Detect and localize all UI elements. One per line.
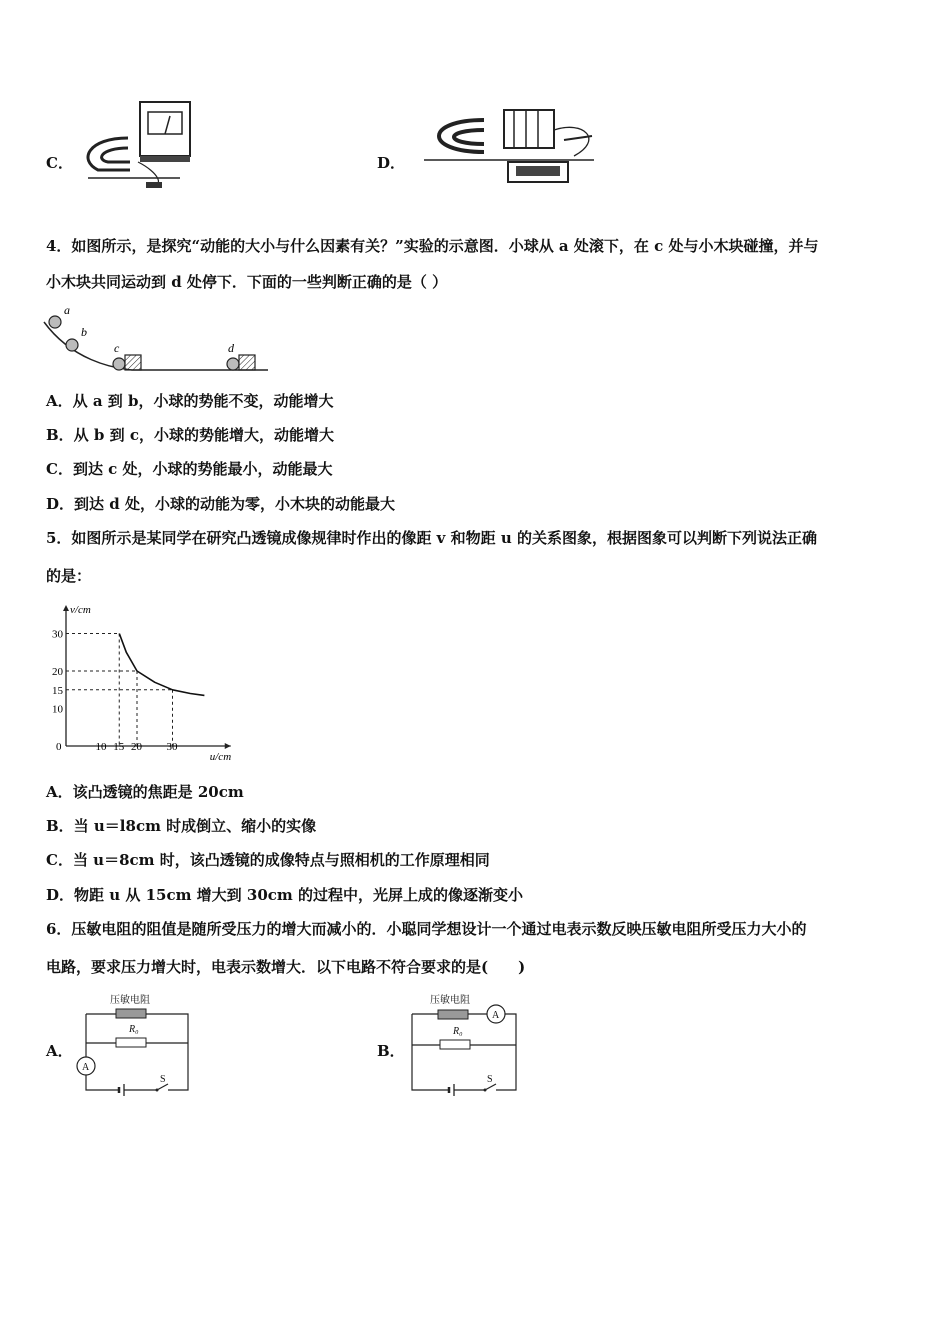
q4-option-c: C．到达 c 处，小球的势能最小，动能最大 bbox=[46, 460, 333, 478]
q4-ramp-figure bbox=[42, 302, 274, 376]
x-tick-label: 30 bbox=[166, 741, 178, 753]
origin-label: 0 bbox=[56, 741, 62, 753]
wood-block-d bbox=[239, 355, 255, 370]
y-tick-label: 20 bbox=[52, 666, 63, 678]
label-d: d bbox=[228, 341, 234, 355]
q5-stem-line2: 的是： bbox=[46, 567, 92, 585]
y-tick-label: 15 bbox=[52, 684, 63, 697]
y-axis-label: v/cm bbox=[70, 604, 91, 616]
x-axis-label: u/cm bbox=[209, 751, 232, 763]
y-axis-arrow bbox=[63, 605, 69, 611]
q5-option-c: C．当 u＝8cm 时，该凸透镜的成像特点与照相机的工作原理相同 bbox=[46, 851, 490, 869]
pressure-resistor-a bbox=[116, 1009, 146, 1018]
y-tick-label: 10 bbox=[52, 703, 63, 716]
q3-option-d-label: D． bbox=[377, 154, 406, 172]
y-tick-label: 30 bbox=[52, 628, 63, 641]
ball-a bbox=[49, 316, 61, 328]
q4-option-a: A．从 a 到 b，小球的势能不变，动能增大 bbox=[46, 392, 334, 410]
r0-label-a: R₀ bbox=[129, 1024, 139, 1035]
q5-option-b: B．当 u＝l8cm 时成倒立、缩小的实像 bbox=[46, 817, 317, 835]
q5-option-d: D．物距 u 从 15cm 增大到 30cm 的过程中，光屏上成的像逐渐变小 bbox=[46, 886, 524, 904]
sensor-label-b: 压敏电阻 bbox=[430, 995, 470, 1006]
q4-option-b: B．从 b 到 c，小球的势能增大，动能增大 bbox=[46, 426, 334, 444]
x-tick-label: 20 bbox=[131, 741, 142, 753]
switch-label-b: S bbox=[487, 1074, 493, 1085]
switch-label-a: S bbox=[160, 1074, 166, 1085]
q4-option-d: D．到达 d 处，小球的动能为零，小木块的动能最大 bbox=[46, 495, 395, 513]
q5-chart bbox=[40, 594, 245, 766]
label-b: b bbox=[81, 325, 87, 339]
q3-option-c-label: C． bbox=[46, 154, 73, 172]
wood-block-c bbox=[125, 355, 141, 370]
r0-resistor-a bbox=[116, 1038, 146, 1047]
q5-stem-line1: 5．如图所示是某同学在研究凸透镜成像规律时作出的像距 v 和物距 u 的关系图象，根据图象可以判断下列说法正确 bbox=[46, 529, 817, 547]
r0-label-b: R₀ bbox=[453, 1026, 463, 1037]
sensor-label-a: 压敏电阻 bbox=[110, 995, 150, 1006]
label-c: c bbox=[114, 341, 120, 355]
v-u-curve bbox=[119, 634, 204, 696]
ball-b bbox=[66, 339, 78, 351]
q5-option-a: A．该凸透镜的焦距是 20cm bbox=[46, 783, 244, 801]
q4-stem-line2: 小木块共同运动到 d 处停下．下面的一些判断正确的是（ ） bbox=[46, 273, 448, 291]
r0-resistor-b bbox=[440, 1040, 470, 1049]
q6-stem-line1: 6．压敏电阻的阻值是随所受压力的增大而减小的．小聪同学想设计一个通过电表示数反映压敏电阻所受压力大小的 bbox=[46, 920, 807, 938]
ball-d bbox=[227, 358, 239, 370]
q6-circuit-a bbox=[72, 990, 202, 1098]
ammeter-label-b: A bbox=[492, 1010, 500, 1021]
ammeter-label-a: A bbox=[82, 1062, 90, 1073]
x-tick-label: 10 bbox=[95, 741, 107, 753]
q6-option-b-label: B． bbox=[377, 1042, 405, 1060]
q6-circuit-b bbox=[404, 990, 534, 1098]
x-axis-arrow bbox=[225, 743, 231, 749]
q3-option-d-figure bbox=[404, 100, 609, 196]
ball-c bbox=[113, 358, 125, 370]
pressure-resistor-b bbox=[438, 1010, 468, 1019]
label-a: a bbox=[64, 303, 70, 317]
q4-stem-line1: 4．如图所示，是探究“动能的大小与什么因素有关？”实验的示意图．小球从 a 处滚下，在 c 处与小木块碰撞，并与 bbox=[46, 237, 819, 255]
q3-option-c-figure bbox=[68, 98, 198, 194]
x-tick-label: 15 bbox=[113, 741, 125, 753]
q6-stem-line2: 电路，要求压力增大时，电表示数增大．以下电路不符合要求的是( ) bbox=[46, 958, 526, 976]
q6-option-a-label: A． bbox=[46, 1042, 73, 1060]
